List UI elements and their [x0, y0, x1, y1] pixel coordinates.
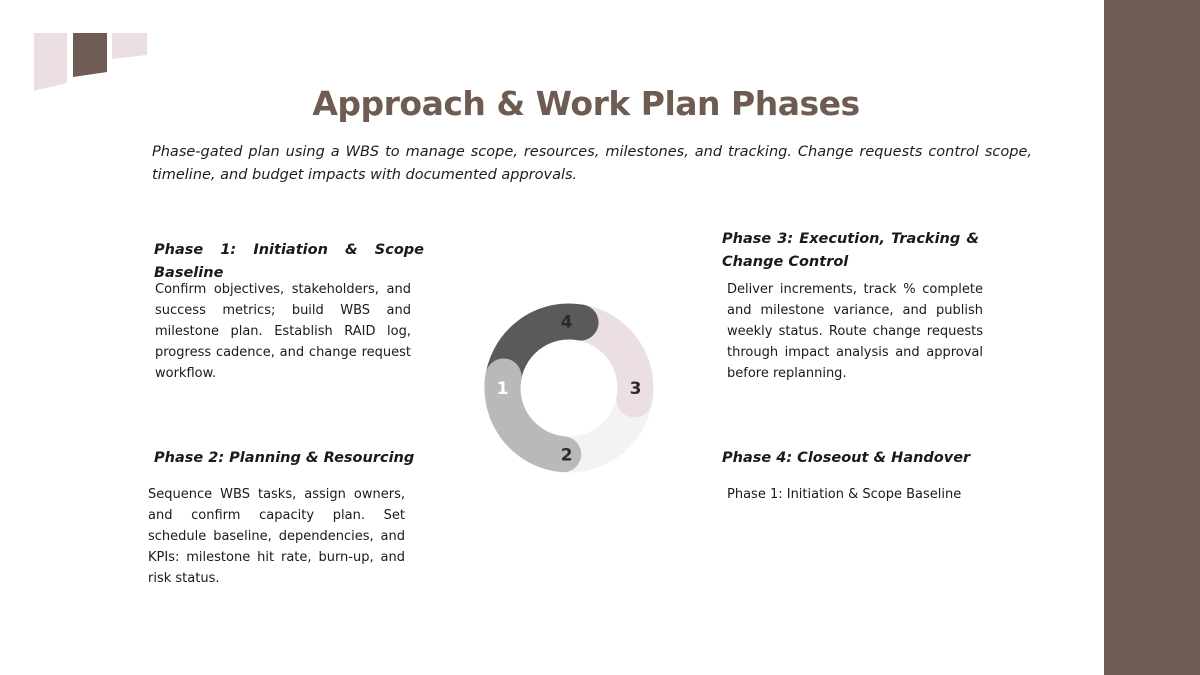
cycle-label-4: 4 [560, 312, 573, 333]
phase-4-body: Phase 1: Initiation & Scope Baseline [727, 487, 962, 502]
phase-cycle-ring [484, 303, 654, 473]
cycle-label-2: 2 [560, 445, 573, 466]
cycle-label-1: 1 [496, 379, 509, 399]
logo-icon [30, 30, 150, 94]
cycle-label-3: 3 [629, 379, 642, 399]
phase-1-title: Phase 1: Initiation & Scope Baseline [154, 242, 424, 281]
phase-3-body: Deliver increments, track % complete and milestone variance, and publish weekly status. Route change requests through impact analysis and approval before replanning. [727, 282, 983, 381]
phase-2-body: Sequence WBS tasks, assign owners, and confirm capacity plan. Set schedule baseline, dependencies, and KPIs: milestone hit rate, burn-up, and risk status. [148, 487, 405, 586]
right-accent-band [1104, 0, 1200, 675]
phase-3-title: Phase 3: Execution, Tracking & Change Control [722, 231, 979, 270]
page-subtitle: Phase-gated plan using a WBS to manage scope, resources, milestones, and tracking. Change requests control scope, timeline, and budget impacts with documented approvals. [152, 144, 1032, 183]
phase-1-body: Confirm objectives, stakeholders, and success metrics; build WBS and milestone plan. Establish RAID log, progress cadence, and change request workflow. [155, 282, 411, 381]
phase-4-title: Phase 4: Closeout & Handover [722, 450, 971, 466]
cycle-segment-2 [502, 376, 563, 454]
phase-2-title: Phase 2: Planning & Resourcing [154, 450, 415, 466]
page-title: Approach & Work Plan Phases [312, 84, 860, 123]
